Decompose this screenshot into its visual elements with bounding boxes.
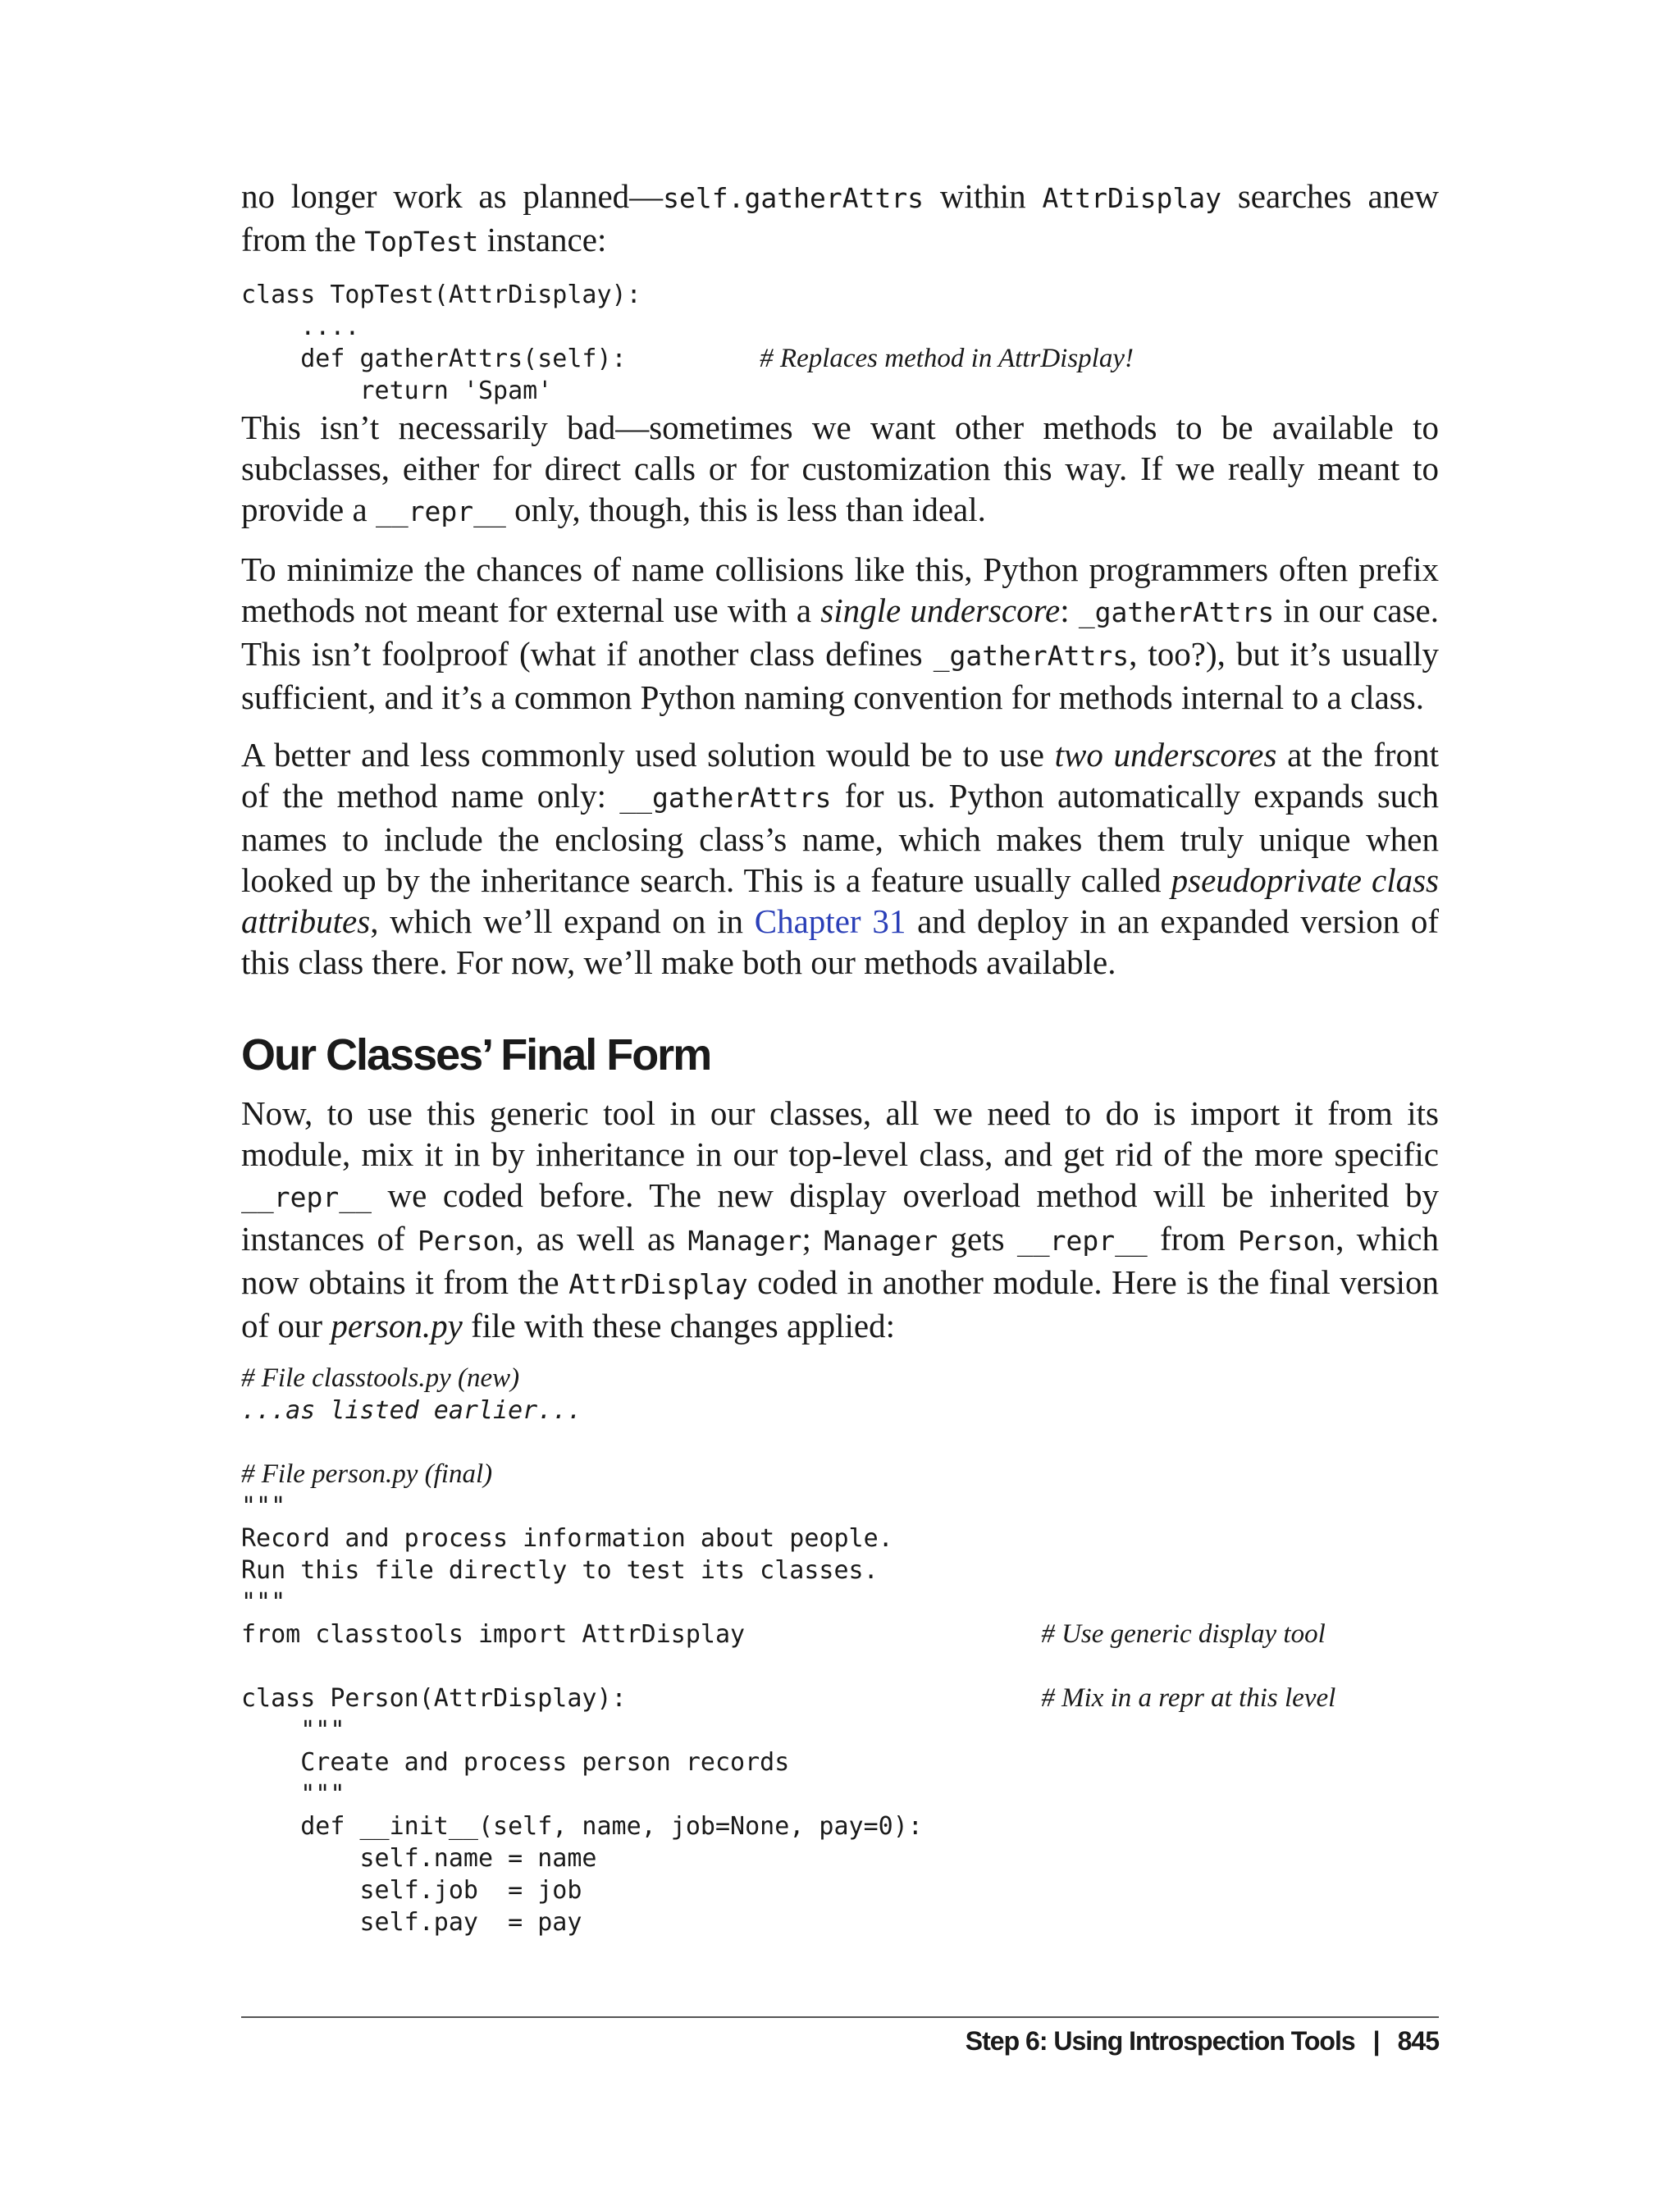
code-line: Record and process information about people. [241,1524,893,1553]
inline-code: _gatherAttrs [933,640,1130,672]
text: , too?), but it’s usually sufficient, and it’s a common Python naming convention for methods internal to a class. [241,635,1439,716]
text: for us. Python automatically expands such names to include the enclosing class’s name, which makes them truly unique when looked up by the inheritance search. This is a feature usually called [241,777,1439,899]
code-line: class TopTest(AttrDisplay): [241,281,641,309]
text: This isn’t necessarily bad—sometimes we want other methods to be available to subclasses, either for direct calls or for customization this way. If we really meant to provide a [241,409,1439,528]
page-number: 845 [1397,2026,1439,2056]
code-comment: # Mix in a repr at this level [1041,1683,1336,1713]
section-heading: Our Classes’ Final Form [241,1030,711,1080]
code-line: Run this file directly to test its classes. [241,1556,879,1585]
text: To minimize the chances of name collisions like this, Python programmers often prefix methods not meant for external use with a [241,550,1439,629]
text: file with these changes applied: [462,1307,896,1344]
text: and deploy in an expanded version of this class there. For now, we’ll make both our methods available. [241,902,1439,981]
inline-code: __repr__ [241,1181,372,1213]
paragraph-3 [241,549,1439,718]
code-line: ...as listed earlier... [241,1396,582,1425]
code-line: def gatherAttrs(self): [241,345,760,373]
paragraph-1 [241,176,1439,262]
paragraph-5 [241,1093,1439,1346]
code-line: """ [241,1588,286,1617]
footer-separator: | [1372,2026,1380,2056]
inline-code: TopTest [364,226,479,258]
paragraph-4 [241,734,1439,983]
text: , as well as [515,1220,688,1258]
text: ; [801,1220,824,1258]
text: coded in another module. Here is the final version of our [241,1263,1439,1344]
text: , which we’ll expand on in [370,902,755,940]
emphasis: single underscore [820,591,1061,629]
text: instance: [478,221,607,258]
code-line: """ [241,1492,286,1521]
code-line: self.pay = pay [241,1908,582,1937]
code-line: class Person(AttrDisplay): [241,1684,1042,1713]
code-line: self.name = name [241,1844,597,1873]
code-comment: # Use generic display tool [1041,1619,1326,1649]
inline-code: Manager [687,1225,802,1257]
page-content [241,176,1439,1938]
inline-code: __gatherAttrs [619,782,832,814]
code-line: self.job = job [241,1876,582,1905]
text: in our case. This isn’t foolproof (what if another class defines [241,591,1440,673]
inline-code: Person [1238,1225,1336,1257]
code-comment: # Replaces method in AttrDisplay! [760,344,1134,373]
text: , which now obtains it from the [241,1220,1439,1301]
emphasis: pseudoprivate class attributes [241,861,1440,940]
emphasis: two underscores [1054,736,1277,774]
inline-code: AttrDisplay [1042,182,1222,214]
inline-code: __repr__ [1016,1225,1148,1257]
code-line: Create and process person records [241,1748,790,1777]
page-footer [241,2026,1439,2057]
text: no longer work as planned— [241,177,664,215]
code-line: .... [241,313,360,341]
paragraph-2 [241,407,1439,532]
text: from [1147,1220,1239,1258]
code-line: from classtools import AttrDisplay [241,1620,1042,1649]
code-comment: # File person.py (final) [241,1459,493,1489]
code-line: """ [241,1780,345,1809]
inline-code: Person [417,1225,516,1257]
inline-code: AttrDisplay [568,1268,748,1300]
text: gets [938,1220,1017,1258]
text: within [924,177,1043,215]
inline-code: Manager [824,1225,938,1257]
text: only, though, this is less than ideal. [505,491,986,528]
code-line: return 'Spam' [241,377,553,405]
code-comment: # File classtools.py (new) [241,1363,520,1393]
inline-code: _gatherAttrs [1078,596,1275,628]
text: A better and less commonly used solution would be to use [241,736,1055,774]
text: : [1060,591,1079,629]
code-line: """ [241,1716,345,1745]
footer-divider [241,2016,1439,2018]
text: we coded before. The new display overload method will be inherited by instances of [241,1176,1439,1258]
text: searches anew from the [241,177,1439,258]
code-block-person [241,1363,1439,1938]
chapter-31-link[interactable]: Chapter 31 [754,902,906,940]
inline-code: __repr__ [375,495,506,527]
inline-code: self.gatherAttrs [663,182,924,214]
text: Now, to use this generic tool in our classes, all we need to do is import it from its module, mix it in by inheritance in our top-level class, and get rid of the more specific [241,1094,1439,1173]
text: at the front of the method name only: [241,736,1439,815]
code-line: def __init__(self, name, job=None, pay=0): [241,1812,923,1841]
code-block-toptest [241,279,1439,407]
running-footer-title: Step 6: Using Introspection Tools [965,2026,1355,2056]
filename-emphasis: person.py [331,1307,463,1344]
